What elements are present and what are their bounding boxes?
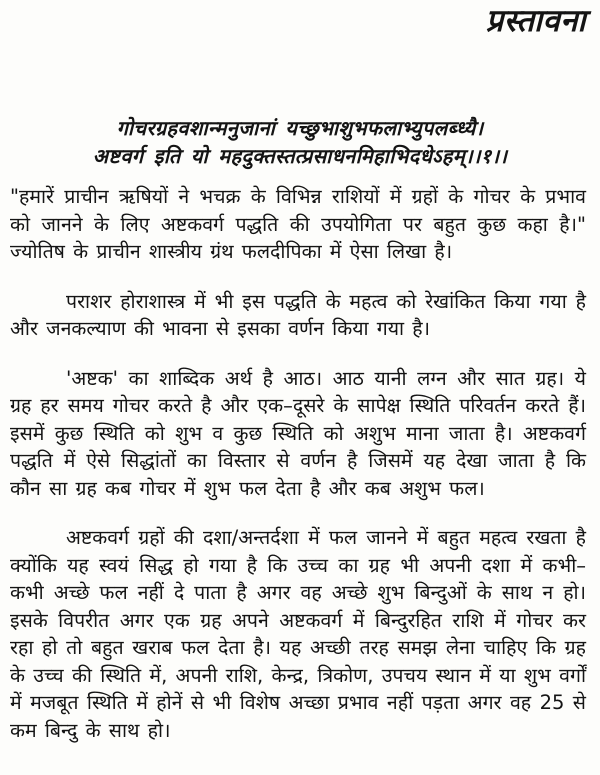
sanskrit-verse	[0, 114, 600, 170]
page-title: प्रस्तावना	[485, 3, 586, 39]
body-text	[0, 183, 600, 744]
verse-line-1: गोचरग्रहवशान्मनुजानां यच्छुभाशुभफलाभ्युपलब्ध्यै।	[116, 116, 484, 140]
paragraph-3: 'अष्टक' का शाब्दिक अर्थ है आठ। आठ यानी लग्न और सात ग्रह। ये ग्रह हर समय गोचर करते है और एक–दूसरे के सापेक्ष स्थिति परिवर्तन करते हैं। इसमें कुछ स्थिति को शुभ व कुछ स्थिति को अशुभ माना जाता है। अष्टकवर्ग पद्धति में ऐसे सिद्धांतों का विस्तार से वर्णन है जिसमें यह देखा जाता है कि कौन सा ग्रह कब गोचर में शुभ फल देता है और कब अशुभ फल।	[10, 366, 586, 500]
paragraph-2: पराशर होराशास्त्र में भी इस पद्धति के महत्व को रेखांकित किया गया है और जनकल्याण की भावना से इसका वर्णन किया गया है।	[10, 289, 586, 340]
paragraph-4: अष्टकवर्ग ग्रहों की दशा/अन्तर्दशा में फल जानने में बहुत महत्व रखता है क्योंकि यह स्वयं सिद्ध हो गया है कि उच्च का ग्रह भी अपनी दशा में कभी–कभी अच्छे फल नहीं दे पाता है अगर वह अच्छे शुभ बिन्दुओं के साथ न हो। इसके विपरीत अगर एक ग्रह अपने अष्टकवर्ग में बिन्दुरहित राशि में गोचर कर रहा हो तो बहुत खराब फल देता है। यह अच्छी तरह समझ लेना चाहिए कि ग्रह के उच्च की स्थिति में, अपनी राशि, केन्द्र, त्रिकोण, उपचय स्थान में या शुभ वर्गों में मजबूत स्थिति में होनें से भी विशेष अच्छा प्रभाव नहीं पड़ता अगर वह 25 से कम बिन्दु के साथ हो।	[10, 526, 586, 742]
verse-line-2: अष्टवर्ग इति यो महदुक्तस्तत्प्रसाधनमिहाभिदधेऽहम्।।१।।	[92, 144, 508, 168]
paragraph-1: "हमारें प्राचीन ऋषियों ने भचक्र के विभिन्न राशियों में ग्रहों के गोचर के प्रभाव को जानने के लिए अष्टकवर्ग पद्धति की उपयोगिता पर बहुत कुछ कहा है।" ज्योतिष के प्राचीन शास्त्रीय ग्रंथ फलदीपिका में ऐसा लिखा है।	[10, 185, 586, 263]
